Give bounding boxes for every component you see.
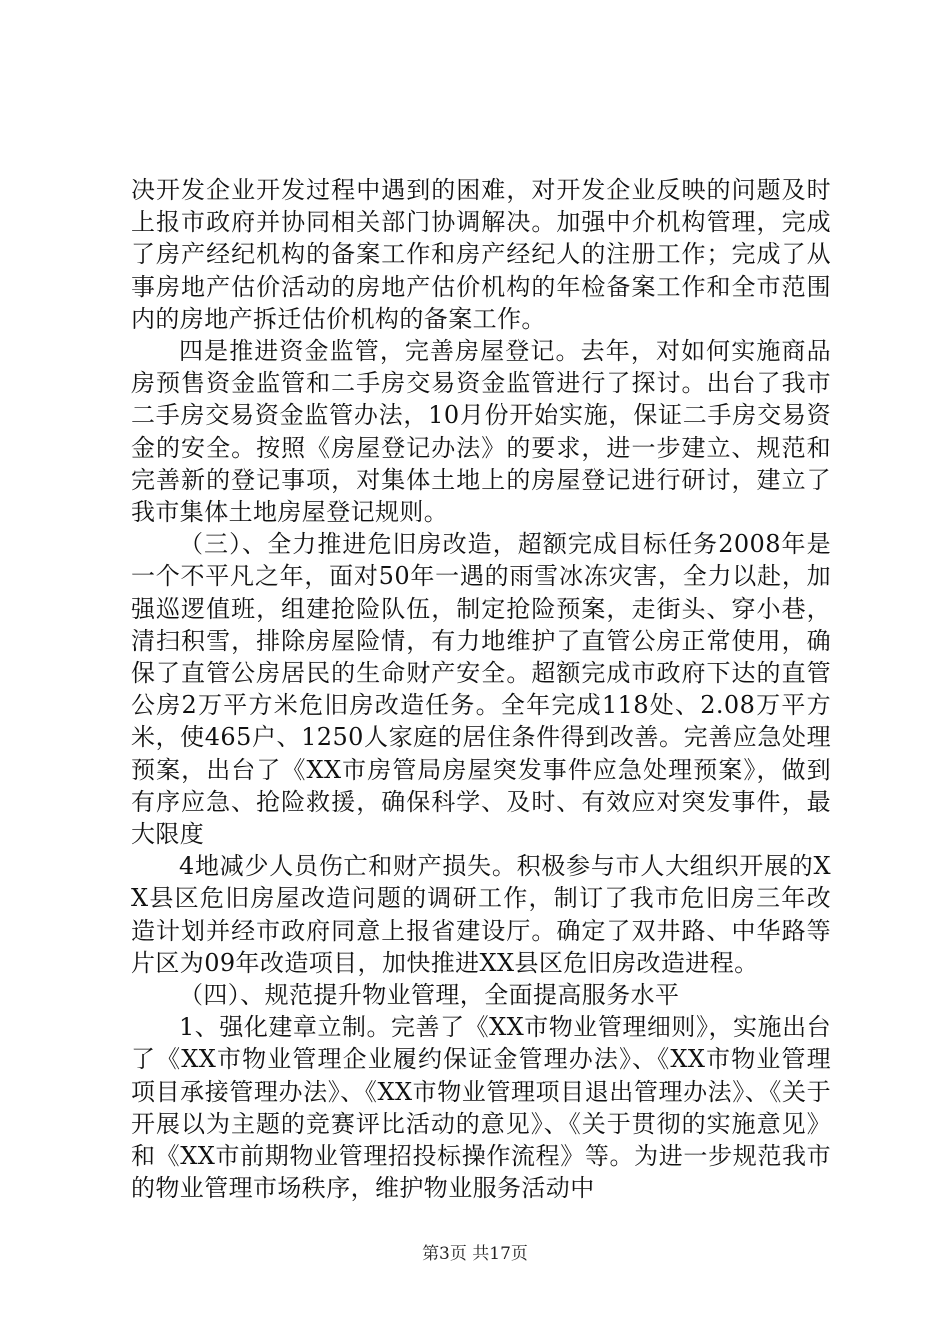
document-body [131, 174, 831, 1205]
page-number-footer: 第3页 共17页 [422, 1244, 528, 1264]
paragraph-1: 决开发企业开发过程中遇到的困难，对开发企业反映的问题及时上报市政府并协同相关部门协调解决。加强中介机构管理，完成了房产经纪机构的备案工作和房产经纪人的注册工作；完成了从事房地产估价活动的房地产估价机构的年检备案工作和全市范围内的房地产拆迁估价机构的备案工作。 [131, 176, 831, 333]
section-heading-4: （四）、规范提升物业管理，全面提高服务水平 [179, 981, 680, 1010]
paragraph-3: （三）、全力推进危旧房改造，超额完成目标任务2008年是一个不平凡之年，面对50年一遇的雨雪冰冻灾害，全力以赴，加强巡逻值班，组建抢险队伍，制定抢险预案，走街头、穿小巷，清扫积雪，排除房屋险情，有力地维护了直管公房正常使用，确保了直管公房居民的生命财产安全。超额完成市政府下达的直管公房2万平方米危旧房改造任务。全年完成118处、2.08万平方米，使465户、1250人家庭的居住条件得到改善。完善应急处理预案，出台了《XX市房管局房屋突发事件应急处理预案》，做到有序应急、抢险救援，确保科学、及时、有效应对突发事件，最大限度 [131, 530, 831, 849]
paragraph-4: 4地减少人员伤亡和财产损失。积极参与市人大组织开展的XX县区危旧房屋改造问题的调研工作，制订了我市危旧房三年改造计划并经市政府同意上报省建设厅。确定了双井路、中华路等片区为09年改造项目，加快推进XX县区危旧房改造进程。 [131, 852, 831, 977]
paragraph-6: 1、强化建章立制。完善了《XX市物业管理细则》，实施出台了《XX市物业管理企业履约保证金管理办法》、《XX市物业管理项目承接管理办法》、《XX市物业管理项目退出管理办法》、《关于开展以为主题的竞赛评比活动的意见》、《关于贯彻的实施意见》和《XX市前期物业管理招投标操作流程》等。为进一步规范我市的物业管理市场秩序，维护物业服务活动中 [131, 1013, 831, 1203]
paragraph-2: 四是推进资金监管，完善房屋登记。去年，对如何实施商品房预售资金监管和二手房交易资金监管进行了探讨。出台了我市二手房交易资金监管办法，10月份开始实施，保证二手房交易资金的安全。按照《房屋登记办法》的要求，进一步建立、规范和完善新的登记事项，对集体土地上的房屋登记进行研讨，建立了我市集体土地房屋登记规则。 [131, 337, 831, 527]
